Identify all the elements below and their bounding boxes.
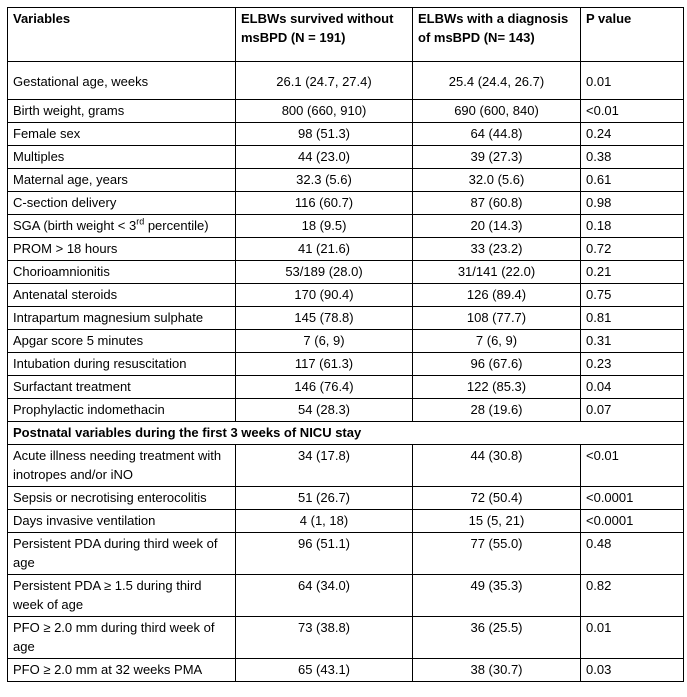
table-row (8, 238, 684, 261)
variable-label: Multiples (8, 146, 236, 169)
value-survived: 98 (51.3) (236, 123, 413, 146)
p-value: 0.38 (581, 146, 684, 169)
table-row (8, 510, 684, 533)
table-row (8, 533, 684, 575)
p-value: 0.07 (581, 399, 684, 422)
table-row (8, 192, 684, 215)
p-value: 0.23 (581, 353, 684, 376)
p-value: 0.61 (581, 169, 684, 192)
value-survived: 54 (28.3) (236, 399, 413, 422)
variable-label (8, 215, 236, 238)
variable-label: Maternal age, years (8, 169, 236, 192)
table-row (8, 330, 684, 353)
variable-label: Female sex (8, 123, 236, 146)
value-survived: 146 (76.4) (236, 376, 413, 399)
table-row (8, 284, 684, 307)
p-value: 0.31 (581, 330, 684, 353)
value-survived: 53/189 (28.0) (236, 261, 413, 284)
variable-label: Birth weight, grams (8, 100, 236, 123)
label-text: SGA (birth weight < 3 (13, 218, 137, 233)
table-row (8, 659, 684, 682)
p-value: <0.01 (581, 445, 684, 487)
value-survived: 117 (61.3) (236, 353, 413, 376)
value-survived: 7 (6, 9) (236, 330, 413, 353)
variable-label: Prophylactic indomethacin (8, 399, 236, 422)
table-row (8, 353, 684, 376)
value-msbpd: 38 (30.7) (413, 659, 581, 682)
variable-label: Chorioamnionitis (8, 261, 236, 284)
variable-label: C-section delivery (8, 192, 236, 215)
value-msbpd: 32.0 (5.6) (413, 169, 581, 192)
p-value: <0.0001 (581, 487, 684, 510)
value-survived: 26.1 (24.7, 27.4) (236, 62, 413, 100)
header-row (8, 8, 684, 62)
value-survived: 18 (9.5) (236, 215, 413, 238)
variable-label: Persistent PDA ≥ 1.5 during third week of age (8, 575, 236, 617)
header-p-value: P value (581, 8, 684, 62)
value-msbpd: 15 (5, 21) (413, 510, 581, 533)
value-msbpd: 77 (55.0) (413, 533, 581, 575)
value-survived: 116 (60.7) (236, 192, 413, 215)
value-msbpd: 64 (44.8) (413, 123, 581, 146)
value-msbpd: 31/141 (22.0) (413, 261, 581, 284)
p-value: 0.24 (581, 123, 684, 146)
value-survived: 51 (26.7) (236, 487, 413, 510)
value-msbpd: 126 (89.4) (413, 284, 581, 307)
variable-label: Intubation during resuscitation (8, 353, 236, 376)
value-survived: 145 (78.8) (236, 307, 413, 330)
p-value: 0.04 (581, 376, 684, 399)
section-header-row (8, 422, 684, 445)
p-value: 0.98 (581, 192, 684, 215)
table-row (8, 617, 684, 659)
value-msbpd: 87 (60.8) (413, 192, 581, 215)
variable-label: PROM > 18 hours (8, 238, 236, 261)
value-survived: 44 (23.0) (236, 146, 413, 169)
value-survived: 41 (21.6) (236, 238, 413, 261)
table-row (8, 487, 684, 510)
table-row (8, 169, 684, 192)
label-text: percentile) (144, 218, 209, 233)
table-row (8, 100, 684, 123)
value-msbpd: 7 (6, 9) (413, 330, 581, 353)
p-value: 0.18 (581, 215, 684, 238)
p-value: 0.75 (581, 284, 684, 307)
variable-label: Acute illness needing treatment with inotropes and/or iNO (8, 445, 236, 487)
variable-label: Antenatal steroids (8, 284, 236, 307)
variable-label: Gestational age, weeks (8, 62, 236, 100)
comparison-table (7, 7, 684, 682)
label-superscript: rd (136, 216, 145, 227)
value-msbpd: 49 (35.3) (413, 575, 581, 617)
p-value: 0.72 (581, 238, 684, 261)
variable-label: Apgar score 5 minutes (8, 330, 236, 353)
header-survived-without-msbpd: ELBWs survived without msBPD (N = 191) (236, 8, 413, 62)
value-msbpd: 20 (14.3) (413, 215, 581, 238)
table-row (8, 146, 684, 169)
value-msbpd: 25.4 (24.4, 26.7) (413, 62, 581, 100)
table-row (8, 215, 684, 238)
p-value: 0.01 (581, 617, 684, 659)
table-row (8, 376, 684, 399)
value-msbpd: 36 (25.5) (413, 617, 581, 659)
value-msbpd: 690 (600, 840) (413, 100, 581, 123)
header-with-msbpd: ELBWs with a diagnosis of msBPD (N= 143) (413, 8, 581, 62)
value-msbpd: 122 (85.3) (413, 376, 581, 399)
value-survived: 73 (38.8) (236, 617, 413, 659)
value-survived: 65 (43.1) (236, 659, 413, 682)
value-survived: 96 (51.1) (236, 533, 413, 575)
value-msbpd: 39 (27.3) (413, 146, 581, 169)
value-survived: 34 (17.8) (236, 445, 413, 487)
p-value: 0.48 (581, 533, 684, 575)
value-survived: 170 (90.4) (236, 284, 413, 307)
value-msbpd: 28 (19.6) (413, 399, 581, 422)
table-row (8, 62, 684, 100)
variable-label: Days invasive ventilation (8, 510, 236, 533)
header-variables: Variables (8, 8, 236, 62)
table-row (8, 445, 684, 487)
variable-label: PFO ≥ 2.0 mm at 32 weeks PMA (8, 659, 236, 682)
variable-label: Surfactant treatment (8, 376, 236, 399)
p-value: <0.01 (581, 100, 684, 123)
p-value: 0.03 (581, 659, 684, 682)
p-value: 0.82 (581, 575, 684, 617)
section-title: Postnatal variables during the first 3 weeks of NICU stay (8, 422, 684, 445)
table-row (8, 123, 684, 146)
table-row (8, 575, 684, 617)
value-msbpd: 108 (77.7) (413, 307, 581, 330)
table-row (8, 399, 684, 422)
value-survived: 4 (1, 18) (236, 510, 413, 533)
table-row (8, 307, 684, 330)
variable-label: PFO ≥ 2.0 mm during third week of age (8, 617, 236, 659)
p-value: 0.01 (581, 62, 684, 100)
p-value: 0.81 (581, 307, 684, 330)
value-msbpd: 96 (67.6) (413, 353, 581, 376)
variable-label: Sepsis or necrotising enterocolitis (8, 487, 236, 510)
value-survived: 800 (660, 910) (236, 100, 413, 123)
value-msbpd: 33 (23.2) (413, 238, 581, 261)
p-value: <0.0001 (581, 510, 684, 533)
variable-label: Persistent PDA during third week of age (8, 533, 236, 575)
value-msbpd: 44 (30.8) (413, 445, 581, 487)
table-row (8, 261, 684, 284)
value-survived: 64 (34.0) (236, 575, 413, 617)
value-survived: 32.3 (5.6) (236, 169, 413, 192)
p-value: 0.21 (581, 261, 684, 284)
variable-label: Intrapartum magnesium sulphate (8, 307, 236, 330)
value-msbpd: 72 (50.4) (413, 487, 581, 510)
